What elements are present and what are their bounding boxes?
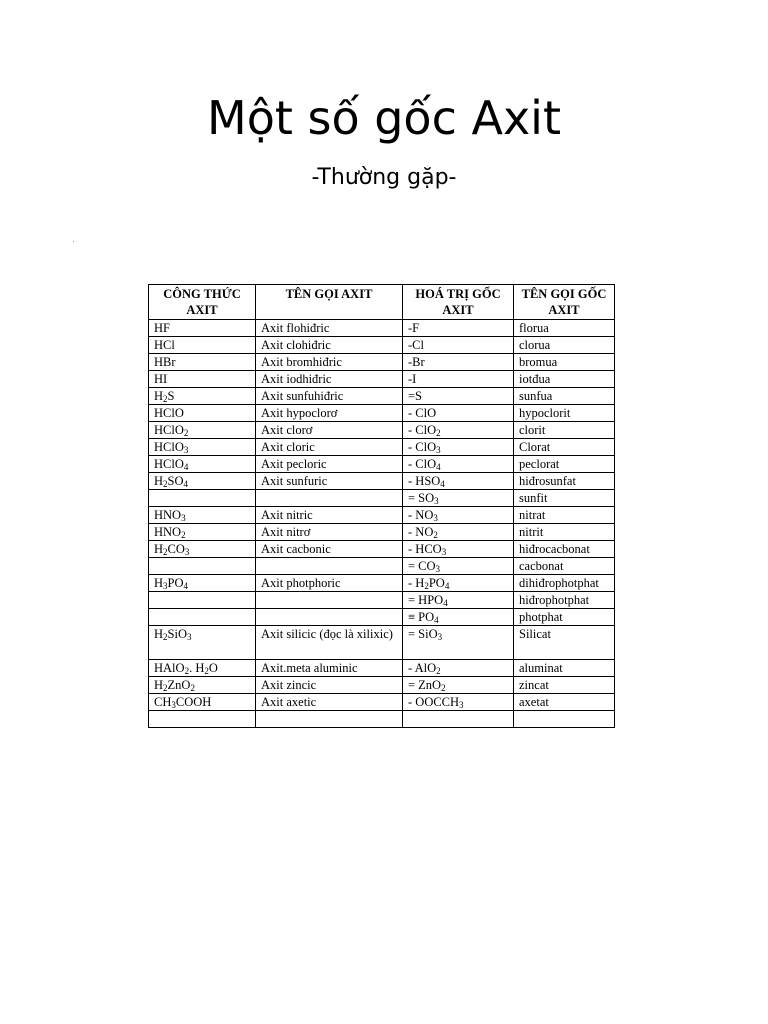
- cell-radical-name: sunfua: [514, 388, 615, 405]
- cell-radical-name: Clorat: [514, 439, 615, 456]
- cell-radical-name: hiđrosunfat: [514, 473, 615, 490]
- table-row: [149, 575, 615, 592]
- cell-radical-valence: = ZnO$_2$: [403, 677, 514, 694]
- cell-radical-name: hiđrocacbonat: [514, 541, 615, 558]
- cell-radical-valence: =S: [403, 388, 514, 405]
- cell-radical-valence: - ClO$_2$: [403, 422, 514, 439]
- cell-radical-name: iotđua: [514, 371, 615, 388]
- cell-acid-name: Axit cacbonic: [256, 541, 403, 558]
- cell-acid-name: Axit clohiđric: [256, 337, 403, 354]
- cell-radical-name: axetat: [514, 694, 615, 711]
- cell-acid-formula: HF: [149, 320, 256, 337]
- cell-acid-name: Axit.meta aluminic: [256, 660, 403, 677]
- cell-acid-name: [256, 558, 403, 575]
- cell-acid-formula: HClO$_3$: [149, 439, 256, 456]
- acid-radicals-table: [148, 284, 615, 728]
- header-radical-name: TÊN GỌI GỐC AXIT: [514, 285, 615, 320]
- table-row: [149, 592, 615, 609]
- cell-acid-formula: $H_2S$: [149, 388, 256, 405]
- table-row: [149, 660, 615, 677]
- cell-acid-name: [256, 711, 403, 728]
- cell-radical-name: Silicat: [514, 626, 615, 660]
- cell-radical-valence: - $NO_3$: [403, 507, 514, 524]
- table-row: [149, 456, 615, 473]
- cell-acid-formula: HClO: [149, 405, 256, 422]
- cell-radical-valence: - ClO$_3$: [403, 439, 514, 456]
- cell-radical-valence: -Br: [403, 354, 514, 371]
- cell-acid-formula: $CH_3COOH$: [149, 694, 256, 711]
- cell-radical-valence: - $OOCCH_3$: [403, 694, 514, 711]
- header-radical-valence: HOÁ TRỊ GỐC AXIT: [403, 285, 514, 320]
- cell-acid-formula: $H_2CO_3$: [149, 541, 256, 558]
- cell-radical-name: clorit: [514, 422, 615, 439]
- cell-acid-formula: [149, 490, 256, 507]
- cell-acid-name: Axit nitrơ: [256, 524, 403, 541]
- cell-acid-name: Axit sunfuric: [256, 473, 403, 490]
- table-row: [149, 337, 615, 354]
- table-row: [149, 320, 615, 337]
- cell-radical-valence: - ClO: [403, 405, 514, 422]
- cell-acid-formula: [149, 711, 256, 728]
- cell-acid-name: Axit flohiđric: [256, 320, 403, 337]
- cell-radical-name: [514, 711, 615, 728]
- cell-acid-name: Axit silicic (đọc là xilixic): [256, 626, 403, 660]
- cell-acid-name: Axit clorơ: [256, 422, 403, 439]
- cell-acid-formula: HBr: [149, 354, 256, 371]
- table-row: [149, 626, 615, 660]
- cell-acid-formula: $H_2SiO_3$: [149, 626, 256, 660]
- cell-radical-name: dihiđrophotphat: [514, 575, 615, 592]
- table-row: [149, 405, 615, 422]
- table-row: [149, 558, 615, 575]
- cell-acid-formula: $H_2SO_4$: [149, 473, 256, 490]
- cell-acid-formula: $HNO_2$: [149, 524, 256, 541]
- table-row: [149, 371, 615, 388]
- cell-radical-valence: - ClO$_4$: [403, 456, 514, 473]
- cell-acid-formula: HI: [149, 371, 256, 388]
- cell-radical-valence: = $CO_3$: [403, 558, 514, 575]
- table-row: [149, 473, 615, 490]
- cell-acid-name: [256, 592, 403, 609]
- cell-radical-name: bromua: [514, 354, 615, 371]
- stray-dot: [73, 241, 74, 242]
- cell-radical-valence: [403, 711, 514, 728]
- table-row: [149, 354, 615, 371]
- cell-radical-valence: - AlO$_2$: [403, 660, 514, 677]
- cell-acid-formula: [149, 609, 256, 626]
- cell-acid-formula: $HNO_3$: [149, 507, 256, 524]
- cell-radical-name: hypoclorit: [514, 405, 615, 422]
- cell-radical-name: aluminat: [514, 660, 615, 677]
- table-row: [149, 711, 615, 728]
- cell-acid-name: Axit bromhiđric: [256, 354, 403, 371]
- cell-acid-name: Axit pecloric: [256, 456, 403, 473]
- cell-acid-name: Axit photphoric: [256, 575, 403, 592]
- cell-radical-valence: - $H_2PO_4$: [403, 575, 514, 592]
- table-row: [149, 507, 615, 524]
- cell-radical-valence: = $SO_3$: [403, 490, 514, 507]
- cell-acid-name: [256, 609, 403, 626]
- cell-radical-name: florua: [514, 320, 615, 337]
- cell-radical-valence: = $HPO_4$: [403, 592, 514, 609]
- table-row: [149, 677, 615, 694]
- cell-radical-name: nitrat: [514, 507, 615, 524]
- cell-radical-name: nitrit: [514, 524, 615, 541]
- cell-acid-name: Axit nitric: [256, 507, 403, 524]
- cell-acid-name: Axit zincic: [256, 677, 403, 694]
- cell-acid-name: Axit iodhiđric: [256, 371, 403, 388]
- cell-radical-name: clorua: [514, 337, 615, 354]
- cell-radical-valence: - $NO_2$: [403, 524, 514, 541]
- cell-acid-formula: [149, 592, 256, 609]
- cell-acid-formula: HClO$_2$: [149, 422, 256, 439]
- cell-acid-formula: [149, 558, 256, 575]
- table-header-row: [149, 285, 615, 320]
- table-row: [149, 490, 615, 507]
- page-subtitle: -Thường gặp-: [311, 165, 457, 190]
- cell-radical-name: zincat: [514, 677, 615, 694]
- cell-radical-name: peclorat: [514, 456, 615, 473]
- cell-acid-formula: HAlO$_2$. $H_2O$: [149, 660, 256, 677]
- cell-radical-valence: -Cl: [403, 337, 514, 354]
- table-row: [149, 439, 615, 456]
- table-body: [149, 320, 615, 728]
- table-row: [149, 524, 615, 541]
- header-acid-name: TÊN GỌI AXIT: [256, 285, 403, 320]
- cell-acid-formula: HCl: [149, 337, 256, 354]
- table-row: [149, 694, 615, 711]
- cell-radical-valence: -F: [403, 320, 514, 337]
- cell-acid-name: Axit axetic: [256, 694, 403, 711]
- cell-acid-name: Axit cloric: [256, 439, 403, 456]
- cell-radical-name: photphat: [514, 609, 615, 626]
- cell-acid-formula: $H_2ZnO_2$: [149, 677, 256, 694]
- cell-acid-name: Axit hypoclorơ: [256, 405, 403, 422]
- cell-acid-name: Axit sunfuhiđric: [256, 388, 403, 405]
- cell-radical-name: sunfit: [514, 490, 615, 507]
- header-acid-formula: CÔNG THỨC AXIT: [149, 285, 256, 320]
- cell-radical-valence: ≡ $PO_4$: [403, 609, 514, 626]
- cell-radical-name: hiđrophotphat: [514, 592, 615, 609]
- cell-radical-valence: - $HSO_4$: [403, 473, 514, 490]
- cell-acid-formula: $H_3PO_4$: [149, 575, 256, 592]
- cell-radical-name: cacbonat: [514, 558, 615, 575]
- cell-radical-valence: - $HCO_3$: [403, 541, 514, 558]
- cell-radical-valence: -I: [403, 371, 514, 388]
- table-row: [149, 388, 615, 405]
- table-row: [149, 541, 615, 558]
- page-title: Một số gốc Axit: [207, 91, 561, 145]
- cell-radical-valence: = SiO$_3$: [403, 626, 514, 660]
- cell-acid-name: [256, 490, 403, 507]
- table-row: [149, 422, 615, 439]
- table-row: [149, 609, 615, 626]
- cell-acid-formula: HClO$_4$: [149, 456, 256, 473]
